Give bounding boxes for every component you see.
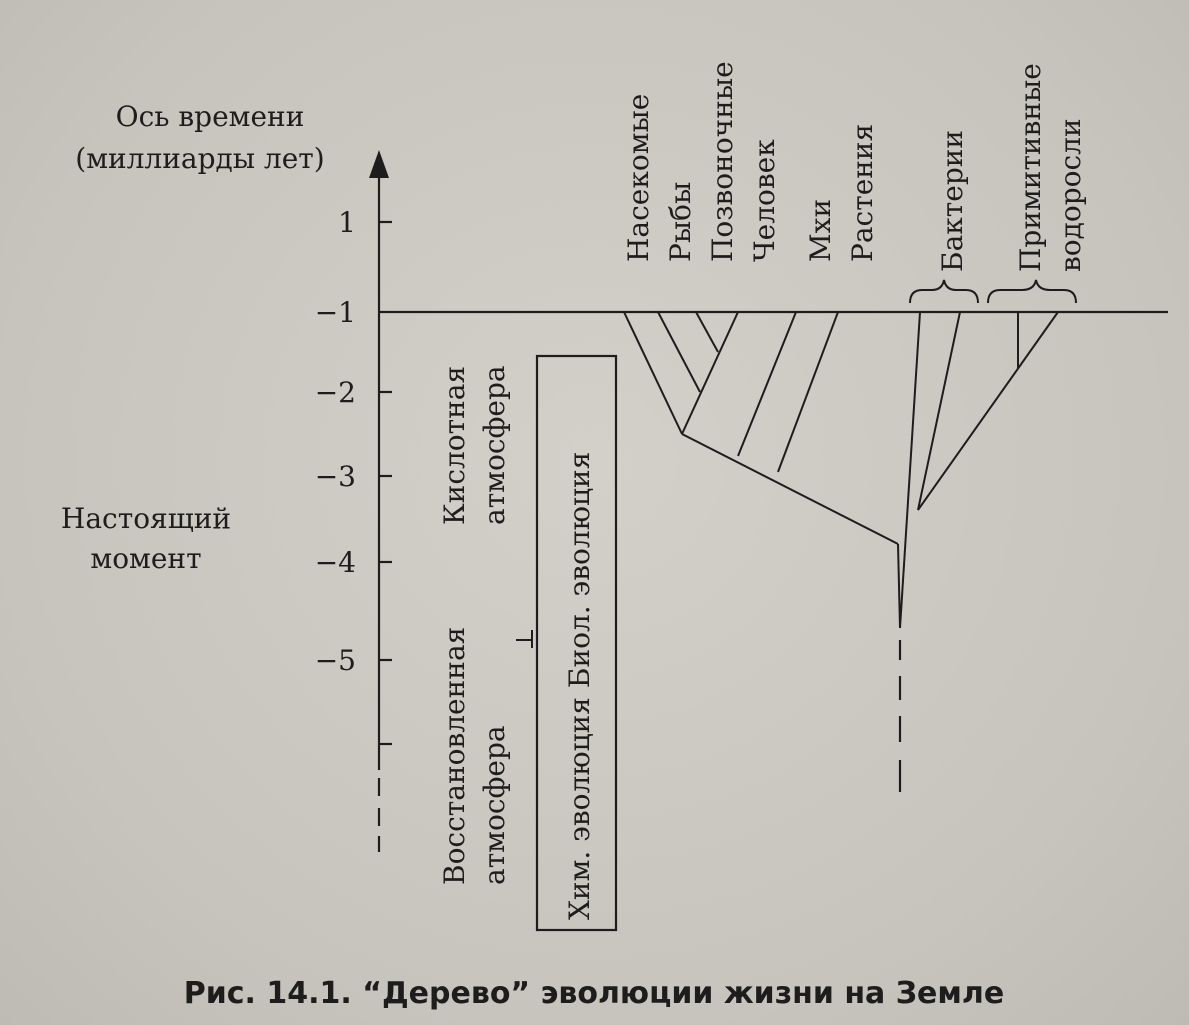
- branch-bacteria-1: [900, 312, 920, 628]
- tick-label: −1: [314, 296, 356, 329]
- algae-brace: [988, 280, 1076, 303]
- reduced-atmosphere-line2: атмосфера: [478, 725, 511, 885]
- branch-insects: [624, 312, 682, 434]
- branch-vertebrates: [696, 312, 718, 352]
- reduced-atmosphere-line1: Восстановленная: [438, 626, 471, 885]
- label-insects: Насекомые: [622, 93, 655, 262]
- branch-fish: [658, 312, 700, 392]
- evolution-box-text: Хим. эволюция Биол. эволюция: [563, 451, 596, 920]
- figure-caption: Рис. 14.1. “Дерево” эволюции жизни на Земле: [183, 976, 1005, 1011]
- bacteria-brace: [910, 280, 978, 303]
- label-vertebrates: Позвоночные: [706, 61, 739, 262]
- label-human: Человек: [748, 139, 781, 262]
- time-axis-arrowhead: [369, 150, 389, 178]
- label-fish: Рыбы: [664, 181, 697, 262]
- label-algae-line1: Примитивные: [1014, 63, 1047, 272]
- tick-label: −3: [314, 460, 356, 493]
- present-moment-line2: момент: [90, 542, 202, 575]
- branch-mosses: [738, 312, 796, 456]
- oxidizing-atmosphere-line2: атмосфера: [478, 365, 511, 525]
- tick-label: −4: [314, 546, 356, 579]
- label-plants: Растения: [846, 123, 879, 262]
- tick-label: 1: [338, 206, 356, 239]
- branch-animal-trunk: [682, 434, 898, 544]
- main-trunk: [898, 544, 900, 628]
- axis-title-line1: Ось времени: [115, 100, 305, 133]
- present-moment-line1: Настоящий: [60, 502, 232, 535]
- label-mosses: Мхи: [804, 198, 837, 262]
- label-algae-line2: водоросли: [1054, 118, 1087, 272]
- tick-label: −5: [314, 644, 356, 677]
- label-bacteria: Бактерии: [936, 129, 969, 272]
- oxidizing-atmosphere-line1: Кислотная: [438, 365, 471, 525]
- tick-label: −2: [314, 376, 356, 409]
- axis-title-line2: (миллиарды лет): [75, 142, 325, 175]
